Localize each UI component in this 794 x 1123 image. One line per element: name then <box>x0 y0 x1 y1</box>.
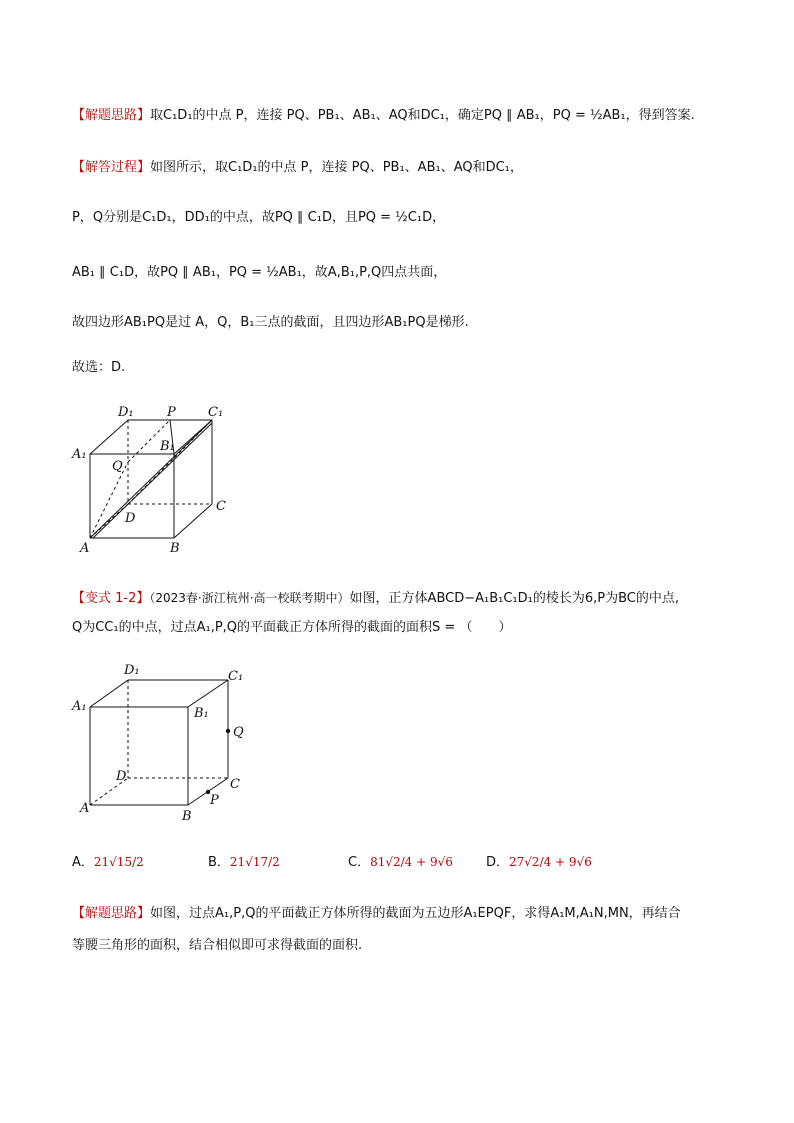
hint2-line-2: 等腰三角形的面积，结合相似即可求得截面的面积. <box>72 938 363 953</box>
label2-Q: Q <box>233 725 244 740</box>
label2-D: D <box>116 769 127 784</box>
choice-c-value: 81√2/4 + 9√6 <box>370 855 453 869</box>
choice-b-value: 21√17/2 <box>229 855 280 869</box>
label-C1: C₁ <box>208 405 224 420</box>
problem-line-2: Q为CC₁的中点，过点A₁,P,Q的平面截正方体所得的截面的面积S = （ ） <box>72 620 512 635</box>
process-line-4: 故四边形AB₁PQ是过 A，Q，B₁三点的截面，且四边形AB₁PQ是梯形. <box>72 315 469 330</box>
label-A1: A₁ <box>72 447 87 462</box>
choice-b-letter: B． <box>208 855 230 870</box>
label2-A1: A₁ <box>72 699 87 714</box>
choice-d-value: 27√2/4 + 9√6 <box>509 855 592 869</box>
label-B1: B₁ <box>160 439 175 454</box>
hint2-tag: 【解题思路】 <box>72 906 151 921</box>
label-B: B <box>170 541 180 556</box>
choice-a-letter: A． <box>72 855 94 870</box>
choice-b[interactable] <box>208 852 280 873</box>
label2-D1: D₁ <box>124 663 140 678</box>
hint-tag: 【解题思路】 <box>72 108 151 123</box>
label-C: C <box>216 499 226 514</box>
problem-line-1 <box>72 588 679 609</box>
choice-a-value: 21√15/2 <box>93 855 144 869</box>
label-P: P <box>167 405 176 420</box>
answer-line: 故选：D. <box>72 360 126 375</box>
cube-figure-2 <box>70 660 260 829</box>
cube-figure-1 <box>70 400 240 564</box>
problem-text-1: 如图，正方体ABCD−A₁B₁C₁D₁的棱长为6,P为BC的中点, <box>349 591 679 606</box>
hint2-line-1 <box>72 904 681 924</box>
label2-C1: C₁ <box>228 669 244 684</box>
hint-text: 取C₁D₁的中点 P，连接 PQ、PB₁、AB₁、AQ和DC₁，确定PQ ∥ AB₁，PQ = ½AB₁，得到答案. <box>150 108 695 123</box>
label2-B: B <box>182 809 192 824</box>
choice-a[interactable] <box>72 852 144 873</box>
hint2-text-1: 如图，过点A₁,P,Q的平面截正方体所得的截面为五边形A₁EPQF，求得A₁M,A₁N,MN，再结合 <box>150 906 681 921</box>
label-D: D <box>125 511 136 526</box>
label-A: A <box>80 541 90 556</box>
process-line-3: AB₁ ∥ C₁D，故PQ ∥ AB₁，PQ = ½AB₁，故A,B₁,P,Q四点共面， <box>72 265 447 280</box>
process-text-1: 如图所示，取C₁D₁的中点 P，连接 PQ、PB₁、AB₁、AQ和DC₁， <box>150 160 523 175</box>
hint-line <box>72 106 695 126</box>
label-Q: Q <box>112 459 123 474</box>
choice-d[interactable] <box>486 852 592 873</box>
label2-A: A <box>80 801 90 816</box>
label2-C: C <box>230 777 240 792</box>
choice-c[interactable] <box>348 852 453 873</box>
choice-c-letter: C． <box>348 855 371 870</box>
problem-source: （2023春·浙江杭州·高一校联考期中） <box>149 591 350 605</box>
label-D1: D₁ <box>118 405 134 420</box>
process-tag: 【解答过程】 <box>72 160 151 175</box>
label2-B1: B₁ <box>194 706 209 721</box>
process-line-1 <box>72 158 523 178</box>
label2-P: P <box>210 793 219 808</box>
problem-tag: 【变式 1-2】 <box>72 591 150 606</box>
process-line-2: P，Q分别是C₁D₁，DD₁的中点，故PQ ∥ C₁D，且PQ = ½C₁D， <box>72 210 446 225</box>
choice-d-letter: D． <box>486 855 510 870</box>
